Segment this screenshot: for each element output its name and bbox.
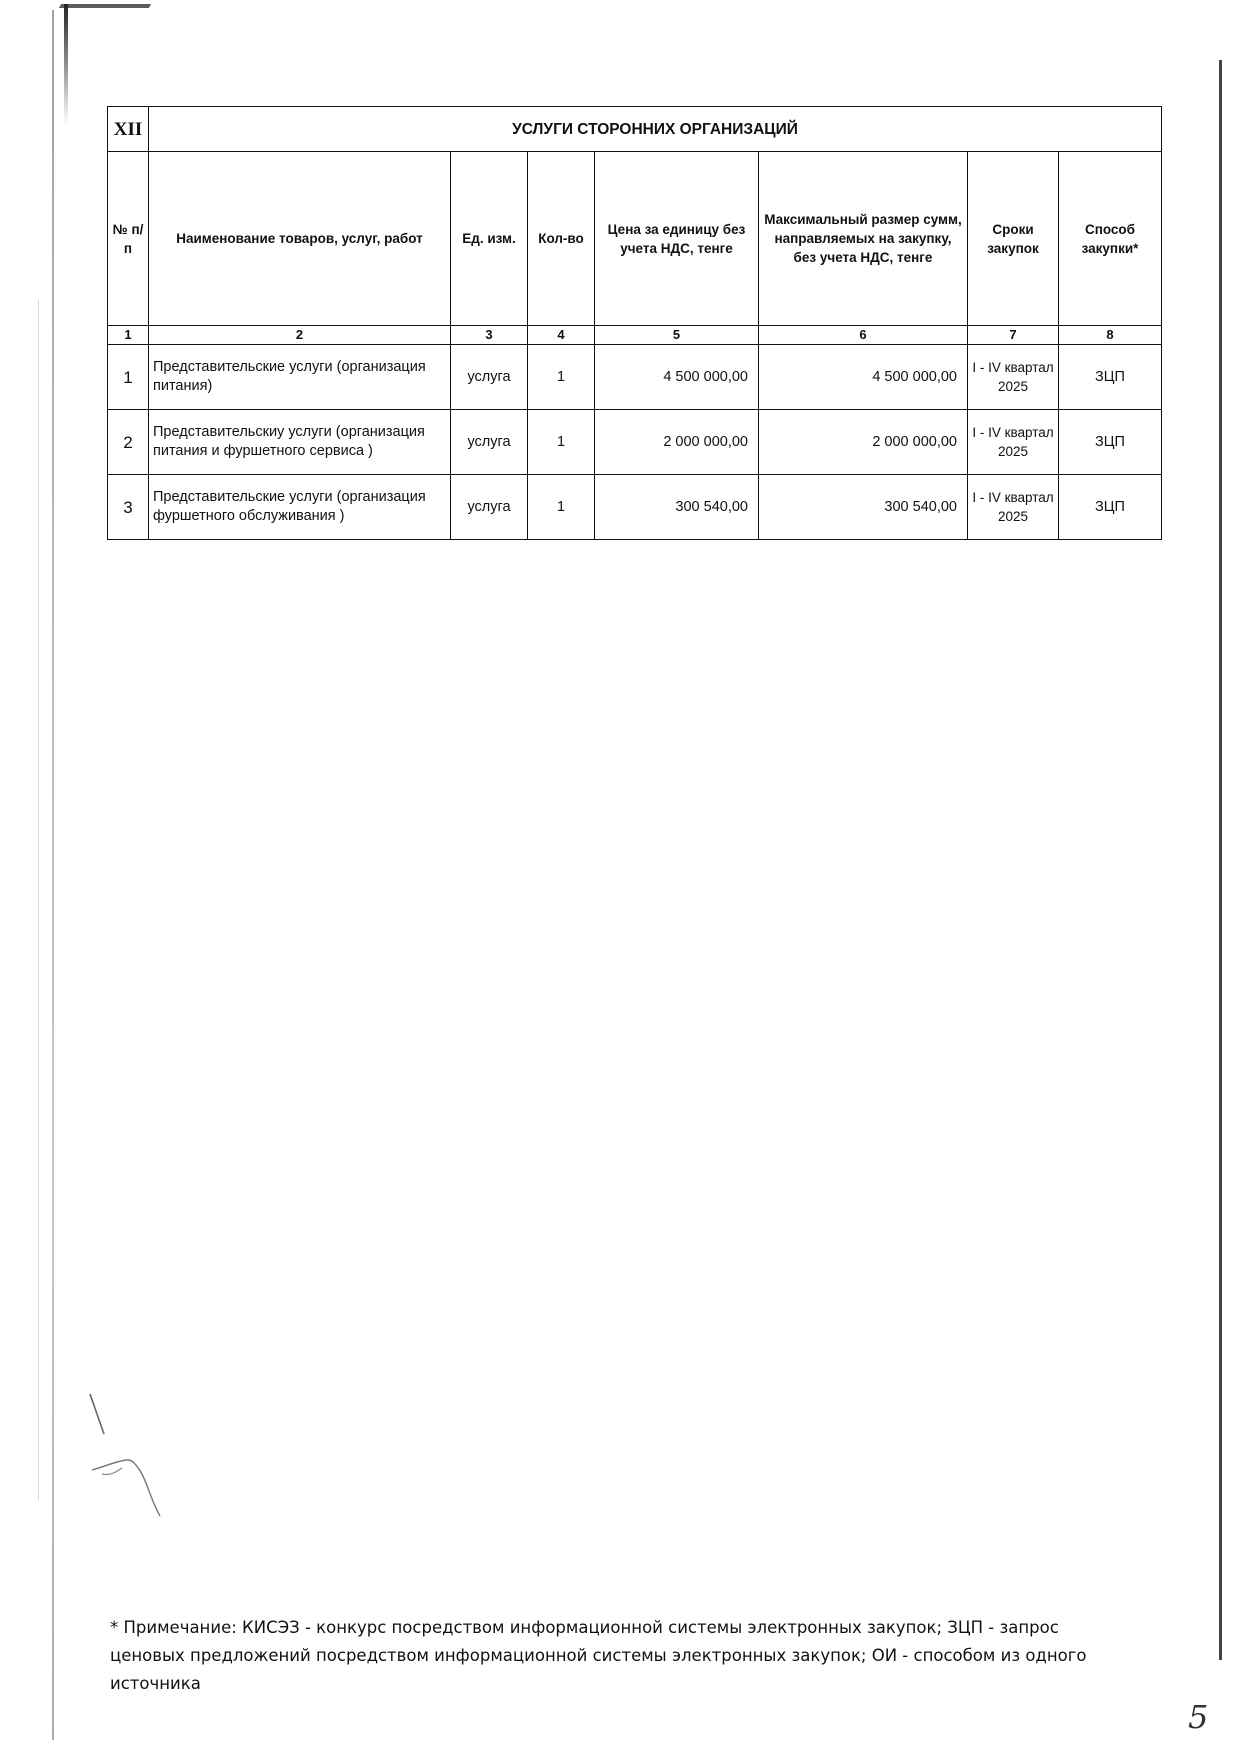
page-number: 5 — [1188, 1698, 1209, 1736]
column-index: 4 — [528, 326, 595, 345]
row-number: 2 — [108, 410, 149, 475]
max-sum: 300 540,00 — [759, 475, 968, 540]
section-header-row — [108, 107, 1162, 152]
section-number: XII — [108, 107, 149, 152]
column-header-row — [108, 152, 1162, 326]
max-sum: 2 000 000,00 — [759, 410, 968, 475]
column-header: Максимальный размер сумм, направляемых на закупку, без учета НДС, тенге — [759, 152, 968, 326]
column-index: 5 — [595, 326, 759, 345]
quantity: 1 — [528, 410, 595, 475]
item-name: Представительскиу услуги (организация питания и фуршетного сервиса ) — [149, 410, 451, 475]
column-header: Кол-во — [528, 152, 595, 326]
unit: услуга — [451, 345, 528, 410]
column-index: 1 — [108, 326, 149, 345]
procurement-period: I - IV квартал 2025 — [968, 410, 1059, 475]
procurement-period: I - IV квартал 2025 — [968, 475, 1059, 540]
row-number: 1 — [108, 345, 149, 410]
column-index: 6 — [759, 326, 968, 345]
table-row — [108, 410, 1162, 475]
max-sum: 4 500 000,00 — [759, 345, 968, 410]
procurement-method: ЗЦП — [1059, 475, 1162, 540]
unit-price: 4 500 000,00 — [595, 345, 759, 410]
scan-edge-left — [52, 10, 54, 1740]
handwritten-mark — [86, 1390, 196, 1550]
unit-price: 2 000 000,00 — [595, 410, 759, 475]
scan-edge-left-faint — [38, 300, 39, 1500]
item-name: Представительские услуги (организация фуршетного обслуживания ) — [149, 475, 451, 540]
quantity: 1 — [528, 345, 595, 410]
column-index: 7 — [968, 326, 1059, 345]
table-row — [108, 345, 1162, 410]
column-header: Сроки закупок — [968, 152, 1059, 326]
services-table — [107, 106, 1162, 540]
procurement-method: ЗЦП — [1059, 345, 1162, 410]
column-index-row — [108, 326, 1162, 345]
column-header: Способ закупки* — [1059, 152, 1162, 326]
section-title: УСЛУГИ СТОРОННИХ ОРГАНИЗАЦИЙ — [149, 107, 1162, 152]
column-header: Наименование товаров, услуг, работ — [149, 152, 451, 326]
footnote: * Примечание: КИСЭЗ - конкурс посредством информационной системы электронных закупок; ЗЦП - запрос ценовых предложений посредством информационной системы электронных закупок; ОИ - способом из одного источника — [110, 1618, 1087, 1693]
unit: услуга — [451, 410, 528, 475]
table-row — [108, 475, 1162, 540]
unit: услуга — [451, 475, 528, 540]
procurement-period: I - IV квартал 2025 — [968, 345, 1059, 410]
column-header: Цена за единицу без учета НДС, тенге — [595, 152, 759, 326]
column-header: Ед. изм. — [451, 152, 528, 326]
column-index: 3 — [451, 326, 528, 345]
column-header: № п/п — [108, 152, 149, 326]
quantity: 1 — [528, 475, 595, 540]
column-index: 2 — [149, 326, 451, 345]
scan-corner-mark-vertical — [64, 4, 68, 124]
row-number: 3 — [108, 475, 149, 540]
item-name: Представительские услуги (организация питания) — [149, 345, 451, 410]
scan-corner-mark — [59, 4, 151, 8]
scan-edge-right — [1219, 60, 1222, 1660]
unit-price: 300 540,00 — [595, 475, 759, 540]
column-index: 8 — [1059, 326, 1162, 345]
procurement-method: ЗЦП — [1059, 410, 1162, 475]
